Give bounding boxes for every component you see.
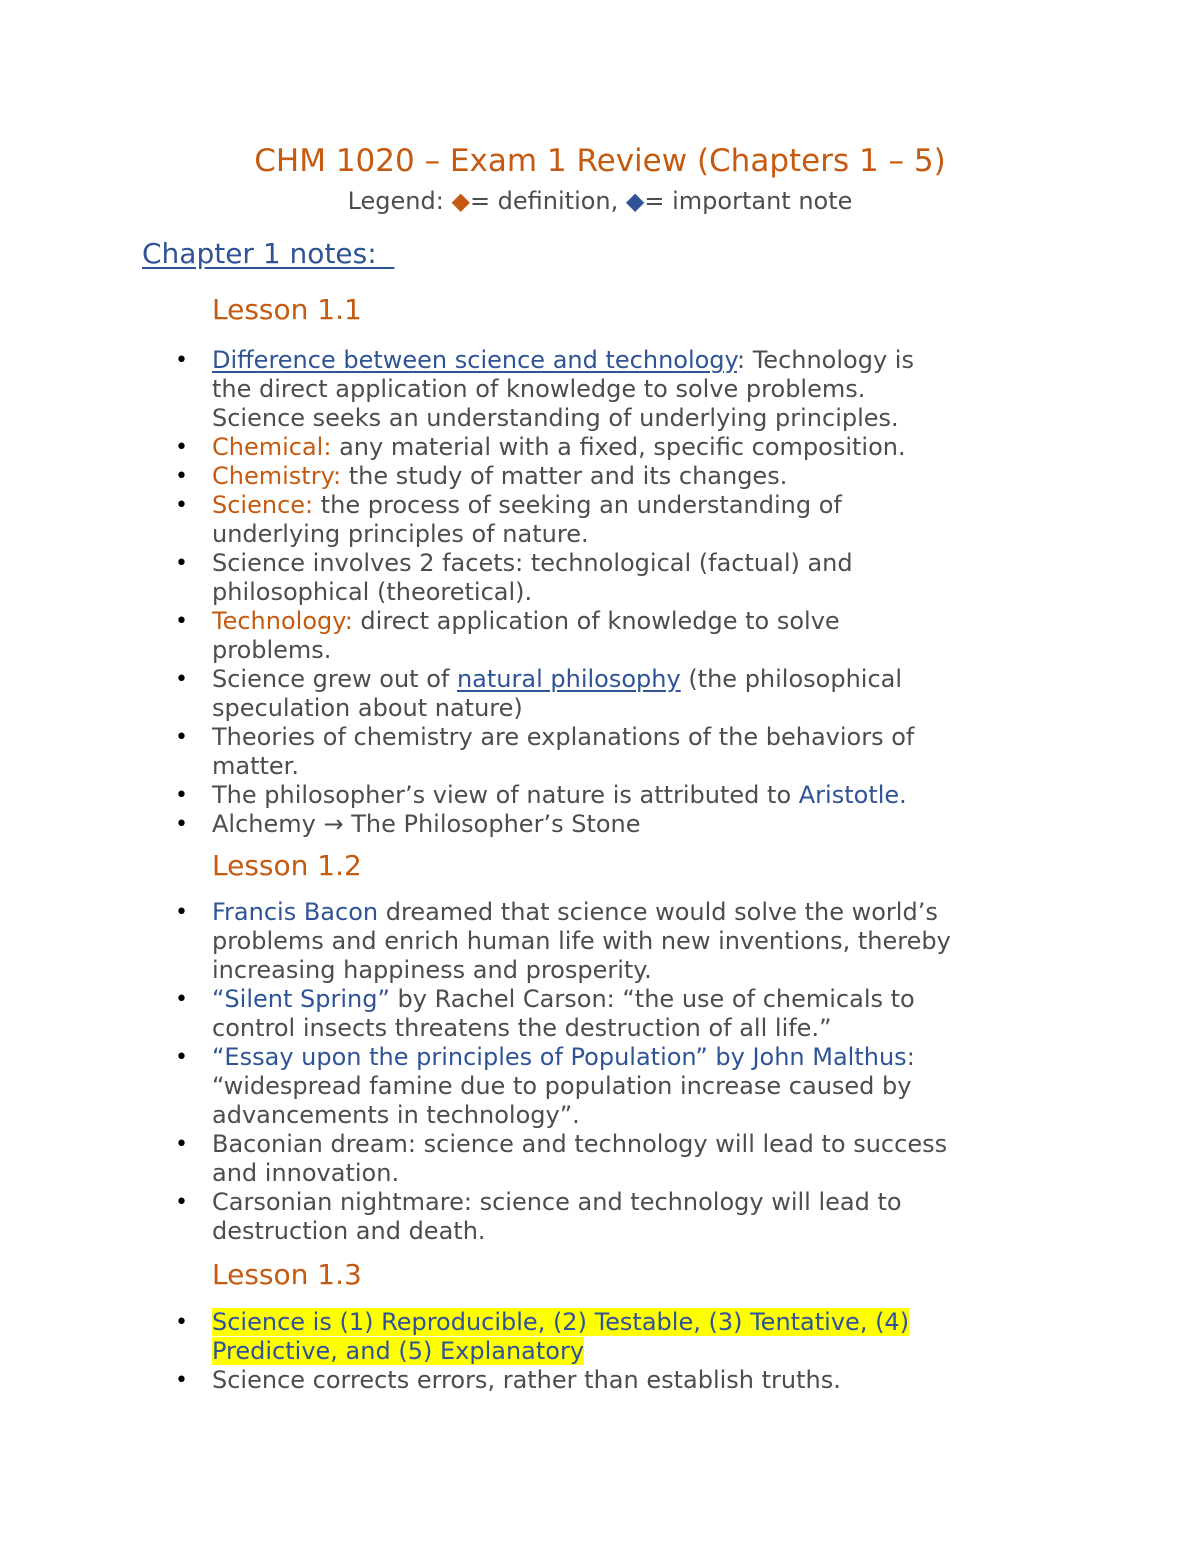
note-text: Carsonian nightmare: science and technology will lead to [212,1188,902,1216]
list-item [175,346,1072,433]
bullet-icon: • [175,900,188,925]
list-item [175,1308,1072,1366]
bullet-icon: • [175,812,188,837]
bullet-icon: • [175,348,188,373]
note-text: direct application of knowledge to solve [352,607,840,635]
note-text: by Rachel Carson: “the use of chemicals to [389,985,915,1013]
bullet-icon: • [175,987,188,1012]
note-text: : Technology is [737,346,914,374]
lesson-1-1-heading: Lesson 1.1 [212,293,362,326]
definition-term: Chemistry: [212,462,342,490]
definition-term: Science: [212,491,314,519]
bullet-icon: • [175,1310,188,1335]
bullet-icon: • [175,783,188,808]
important-diamond-icon: ◆ [625,187,645,215]
list-item [175,1188,1072,1246]
note-text: Science grew out of [212,665,457,693]
note-text: problems and enrich human life with new inventions, thereby [212,927,951,955]
list-item [175,1043,1072,1130]
note-text: underlying principles of nature. [212,520,589,548]
legend-prefix: Legend: [347,187,452,215]
bullet-icon: • [175,1045,188,1070]
note-text: increasing happiness and prosperity. [212,956,652,984]
bullet-icon: • [175,1368,188,1393]
list-item [175,549,1072,607]
note-text: speculation about nature) [212,694,523,722]
lesson-1-3-heading: Lesson 1.3 [212,1258,362,1291]
bullet-icon: • [175,493,188,518]
bullet-icon: • [175,1190,188,1215]
lesson-1-2-heading: Lesson 1.2 [212,849,362,882]
note-text: the direct application of knowledge to solve problems. [212,375,866,403]
note-text: control insects threatens the destruction of all life.” [212,1014,832,1042]
note-text: Theories of chemistry are explanations of the behaviors of [212,723,915,751]
note-text: matter. [212,752,299,780]
list-item [175,665,1072,723]
note-text: The philosopher’s view of nature is attributed to [212,781,799,809]
bullet-icon: • [175,551,188,576]
note-text: Science seeks an understanding of underlying principles. [212,404,899,432]
note-text: philosophical (theoretical). [212,578,533,606]
list-item [175,462,1072,491]
note-text: advancements in technology”. [212,1101,580,1129]
list-item [175,1130,1072,1188]
important-term: “Essay upon the principles of Population” by John Malthus [212,1043,907,1071]
chapter-1-heading: Chapter 1 notes: [142,237,395,270]
legend-important: = important note [644,187,853,215]
important-term: Francis Bacon [212,898,379,926]
bullet-icon: • [175,725,188,750]
page-title: CHM 1020 – Exam 1 Review (Chapters 1 – 5) [254,143,946,179]
note-text: the study of matter and its changes. [341,462,788,490]
lesson-1-1-list [175,346,1072,839]
list-item [175,985,1072,1043]
list-item [175,1366,1072,1395]
note-text: the process of seeking an understanding of [313,491,842,519]
important-term: Aristotle. [798,781,907,809]
note-text: “widespread famine due to population increase caused by [212,1072,912,1100]
list-item [175,810,1072,839]
note-text: : [906,1043,915,1071]
list-item [175,491,1072,549]
list-item [175,433,1072,462]
bullet-icon: • [175,667,188,692]
lesson-1-3-list [175,1308,1072,1395]
note-text: Science involves 2 facets: technological (factual) and [212,549,853,577]
note-text: destruction and death. [212,1217,486,1245]
bullet-icon: • [175,609,188,634]
definition-term: Chemical: [212,433,332,461]
definition-diamond-icon: ◆ [451,187,470,215]
legend [0,186,1200,216]
lesson-1-2-list [175,898,1072,1246]
bullet-icon: • [175,464,188,489]
list-item [175,898,1072,985]
note-text: problems. [212,636,332,664]
note-text: (the philosophical [680,665,903,693]
list-item [175,723,1072,781]
definition-term: Technology: [212,607,353,635]
bullet-icon: • [175,1132,188,1157]
note-text: Alchemy → The Philosopher’s Stone [212,810,641,838]
legend-definition: = definition, [469,187,626,215]
term-link[interactable]: Difference between science and technology [212,346,737,374]
note-text: dreamed that science would solve the world’s [378,898,938,926]
highlighted-note: Predictive, and (5) Explanatory [212,1337,585,1365]
important-term: “Silent Spring” [212,985,390,1013]
note-text: Baconian dream: science and technology will lead to success [212,1130,948,1158]
highlighted-note: Science is (1) Reproducible, (2) Testable, (3) Tentative, (4) [212,1308,910,1336]
bullet-icon: • [175,435,188,460]
note-text: any material with a fixed, specific composition. [331,433,906,461]
list-item [175,607,1072,665]
list-item [175,781,1072,810]
term-link[interactable]: natural philosophy [456,665,681,693]
note-text: Science corrects errors, rather than establish truths. [212,1366,841,1394]
note-text: and innovation. [212,1159,400,1187]
